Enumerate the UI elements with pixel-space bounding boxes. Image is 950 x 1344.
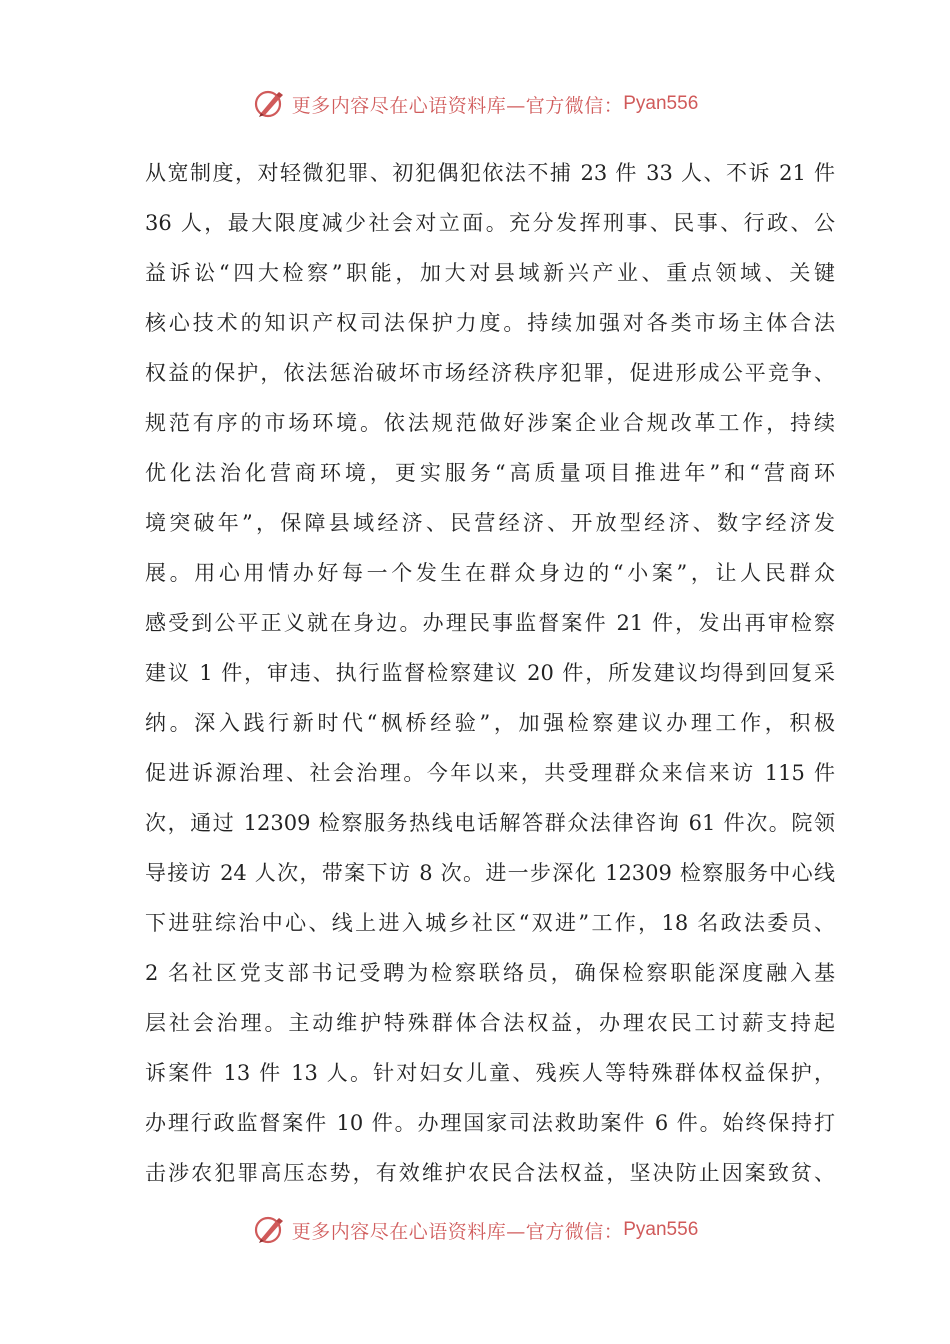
text-line: 导接访 24 人次，带案下访 8 次。进一步深化 12309 检察服务中心线 — [145, 861, 835, 885]
header-banner — [0, 84, 950, 124]
text-line: 次，通过 12309 检察服务热线电话解答群众法律咨询 61 件次。院领 — [145, 811, 835, 835]
text-line: 从宽制度，对轻微犯罪、初犯偶犯依法不捕 23 件 33 人、不诉 21 件 — [145, 161, 835, 185]
text-line: 展。用心用情办好每一个发生在群众身边的“小案”，让人民群众 — [145, 561, 835, 585]
pen-circle-logo-icon — [252, 1213, 286, 1247]
header-banner-text: 更多内容尽在心语资料库—官方微信： — [291, 94, 624, 117]
footer-banner-text: 更多内容尽在心语资料库—官方微信： — [291, 1220, 624, 1243]
text-line: 办理行政监督案件 10 件。办理国家司法救助案件 6 件。始终保持打 — [145, 1111, 835, 1135]
header-banner-handle: Pyan556 — [623, 93, 699, 114]
text-line: 36 人，最大限度减少社会对立面。充分发挥刑事、民事、行政、公 — [145, 211, 835, 235]
text-line: 下进驻综治中心、线上进入城乡社区“双进”工作，18 名政法委员、 — [145, 911, 835, 935]
text-line: 益诉讼“四大检察”职能，加大对县域新兴产业、重点领域、关键 — [145, 261, 835, 285]
text-line: 促进诉源治理、社会治理。今年以来，共受理群众来信来访 115 件 — [145, 761, 835, 785]
text-line: 层社会治理。主动维护特殊群体合法权益，办理农民工讨薪支持起 — [145, 1011, 835, 1035]
text-line: 核心技术的知识产权司法保护力度。持续加强对各类市场主体合法 — [145, 311, 835, 335]
text-line: 建议 1 件，审违、执行监督检察建议 20 件，所发建议均得到回复采 — [145, 661, 835, 685]
text-line: 境突破年”，保障县域经济、民营经济、开放型经济、数字经济发 — [145, 511, 835, 535]
text-line: 优化法治化营商环境，更实服务“高质量项目推进年”和“营商环 — [145, 461, 835, 485]
text-line: 权益的保护，依法惩治破坏市场经济秩序犯罪，促进形成公平竞争、 — [145, 361, 835, 385]
text-line: 2 名社区党支部书记受聘为检察联络员，确保检察职能深度融入基 — [145, 961, 835, 985]
text-line: 规范有序的市场环境。依法规范做好涉案企业合规改革工作，持续 — [145, 411, 835, 435]
text-line: 纳。深入践行新时代“枫桥经验”，加强检察建议办理工作，积极 — [145, 711, 835, 735]
footer-banner-handle: Pyan556 — [623, 1219, 699, 1240]
text-line: 感受到公平正义就在身边。办理民事监督案件 21 件，发出再审检察 — [145, 611, 835, 635]
text-line: 击涉农犯罪高压态势，有效维护农民合法权益，坚决防止因案致贫、 — [145, 1161, 835, 1185]
text-line: 诉案件 13 件 13 人。针对妇女儿童、残疾人等特殊群体权益保护， — [145, 1061, 835, 1085]
footer-banner — [0, 1210, 950, 1250]
body-paragraph — [145, 148, 835, 1198]
pen-circle-logo-icon — [252, 87, 286, 121]
